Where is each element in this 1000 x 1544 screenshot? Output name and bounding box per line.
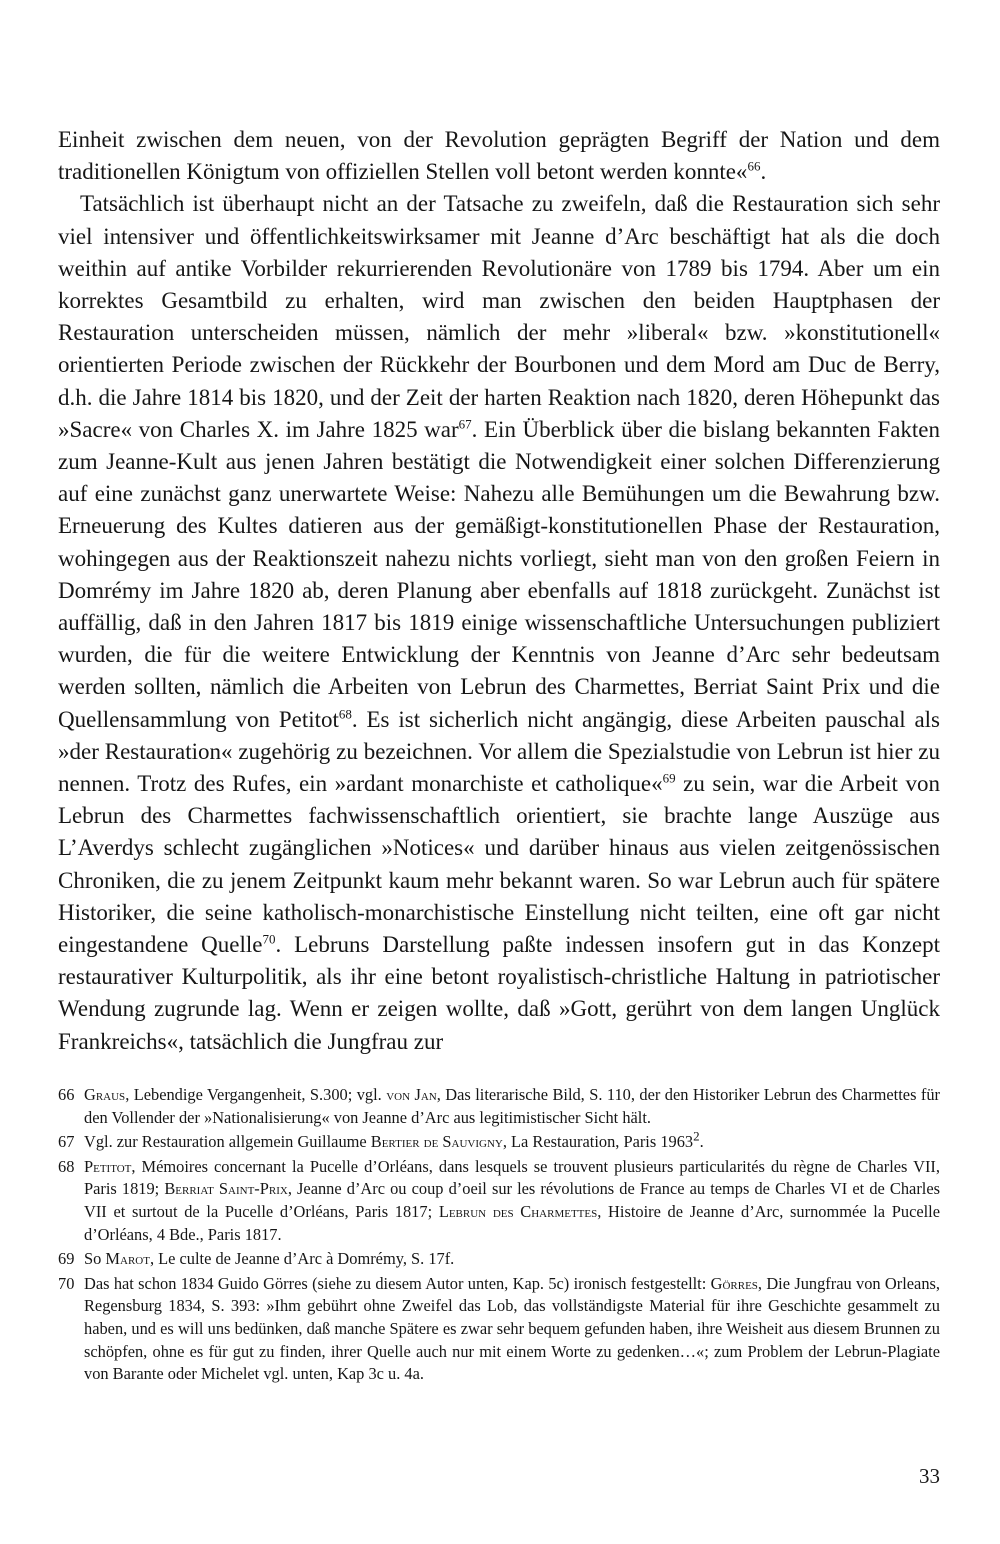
footnote-ref-69[interactable]: 69 — [662, 770, 676, 786]
footnotes — [58, 1084, 940, 1388]
page-number: 33 — [919, 1464, 940, 1488]
footnote-number: 69 — [58, 1249, 75, 1269]
footnote-number: 66 — [58, 1085, 75, 1104]
footnote-ref-70[interactable]: 70 — [262, 931, 276, 947]
footnote-text: So Marot, Le culte de Jeanne d’Arc à Domrémy, S. 17f. — [84, 1249, 455, 1269]
main-text — [58, 124, 940, 1058]
footnote-number: 68 — [58, 1156, 75, 1176]
footnote-69 — [58, 1248, 940, 1271]
footnote-67 — [58, 1128, 940, 1154]
footnote-68 — [58, 1156, 940, 1246]
footnote-ref-66[interactable]: 66 — [747, 158, 761, 174]
footnote-70 — [58, 1273, 940, 1386]
paragraph-2: Tatsächlich ist überhaupt nicht an der Tatsache zu zweifeln, daß die Restauration sich sehr viel intensiver und öffentlichkeitswirksamer mit Jeanne d’Arc beschäftigt hat als die doch weithin auf antike Vorbilder rekurrierenden Revolutionäre von 1789 bis 1794. Aber um ein korrektes Gesamtbild zu erhalten, wird man zwischen den beiden Hauptphasen der Restauration unterscheiden müssen, nämlich der mehr »liberal« bzw. »konstitutionell« orientierten Periode zwischen der Rückkehr der Bourbonen und dem Mord am Duc de Berry, d.h. die Jahre 1814 bis 1820, und der Zeit der harten Reaktion nach 1820, deren Höhepunkt das »Sacre« von Charles X. im Jahre 1825 war$^{67}$. Ein Überblick über die bislang bekannten Fakten zum Jeanne-Kult aus jenen Jahren bestätigt die Notwendigkeit einer solchen Differenzierung auf eine zunächst ganz unerwartete Weise: Nahezu alle Bemühungen um die Bewahrung bzw. Erneuerung des Kultes datieren aus der gemäßigt-konstitutionellen Phase der Restauration, wohingegen aus der Reaktionszeit nahezu nichts vorliegt, sieht man von den großen Feiern in Domrémy im Jahre 1820 ab, deren Planung aber ebenfalls auf 1818 zurückgeht. Zunächst ist auffällig, daß in den Jahren 1817 bis 1819 einige wissenschaftliche Untersuchungen publiziert wurden, die für die weitere Entwicklung der Kenntnis von Jeanne d’Arc sehr bedeutsam werden sollten, nämlich die Arbeiten von Lebrun des Charmettes, Berriat Saint Prix und die Quellensammlung von Petitot$^{68}$. Es ist sicherlich nicht angängig, diese Arbeiten pauschal als »der Restauration« zugehörig zu bezeichnen. Vor allem die Spezialstudie von Lebrun ist hier zu nennen. Trotz des Rufes, ein »ardant monarchiste et catholique«$^{69}$ zu sein, war die Arbeit von Lebrun des Charmettes fachwissenschaftlich orientiert, sie brachte lange Auszüge aus L’Averdys schlecht zugänglichen »Notices« und darüber hinaus aus vielen zeitgenössischen Chroniken, die zu jenem Zeitpunkt kaum mehr bekannt waren. So war Lebrun auch für spätere Historiker, die seine katholisch-monarchistische Einstellung nicht teilten, eine oft gar nicht eingestandene Quelle$^{70}$. Lebruns Darstellung paßte indessen insofern gut in das Konzept restaurativer Kulturpolitik, als ihr eine betont royalistisch-christliche Haltung in patriotischer Wendung zugrunde lag. Wenn er zeigen wollte, daß »Gott, gerührt von dem langen Unglück Frankreichs«, tatsächlich die Jungfrau zur — [58, 191, 940, 1054]
footnote-text: Vgl. zur Restauration allgemein Guillaume Bertier de Sauvigny, La Restauration, Paris 1963$^2$. — [84, 1128, 704, 1152]
footnote-text: Das hat schon 1834 Guido Görres (siehe zu diesem Autor unten, Kap. 5c) ironisch festgestellt: Görres, Die Jungfrau von Orleans, Regensburg 1834, S. 393: »Ihm gebührt ohne Zweifel das Lob, das vollständigste Material für ihre Geschichte gesammelt zu haben, und es will uns bedünken, daß manche Spätere es zwar sehr bequem gefunden haben, ihre Weisheit aus diesem Brunnen zu schöpfen, ohne es für gut zu finden, ihrer Quelle auch nur mit einem Worte zu gedenken…«; zum Problem der Lebrun-Plagiate von Barante oder Michelet vgl. unten, Kap 3c u. 4a. — [84, 1273, 941, 1384]
footnote-number: 70 — [58, 1273, 75, 1293]
footnote-66 — [58, 1084, 940, 1129]
footnote-ref-68[interactable]: 68 — [338, 706, 352, 721]
footnote-number: 67 — [58, 1132, 75, 1152]
paragraph-1: Einheit zwischen dem neuen, von der Revolution geprägten Begriff der Nation und dem traditionellen Königtum von offiziellen Stellen voll betont werden konnte«$^{66}$. — [58, 127, 940, 185]
footnote-text: Graus, Lebendige Vergangenheit, S.300; vgl. von Jan, Das literarische Bild, S. 110, der den Historiker Lebrun des Charmettes für den Vollender der »Nationalisierung« von Jeanne d’Arc aus legitimistischer Sicht hält. — [84, 1085, 940, 1127]
footnote-ref-67[interactable]: 67 — [458, 416, 472, 432]
footnote-text: Petitot, Mémoires concernant la Pucelle d’Orléans, dans lesquels se trouvent plusieurs particularités du règne de Charles VII, Paris 1819; Berriat Saint-Prix, Jeanne d’Arc ou coup d’oeil sur les révolutions de France au temps de Charles VI et de Charles VII et surtout de la Pucelle d’Orléans, Paris 1817; Lebrun des Charmettes, Histoire de Jeanne d’Arc, surnommée la Pucelle d’Orléans, 4 Bde., Paris 1817. — [84, 1156, 941, 1244]
